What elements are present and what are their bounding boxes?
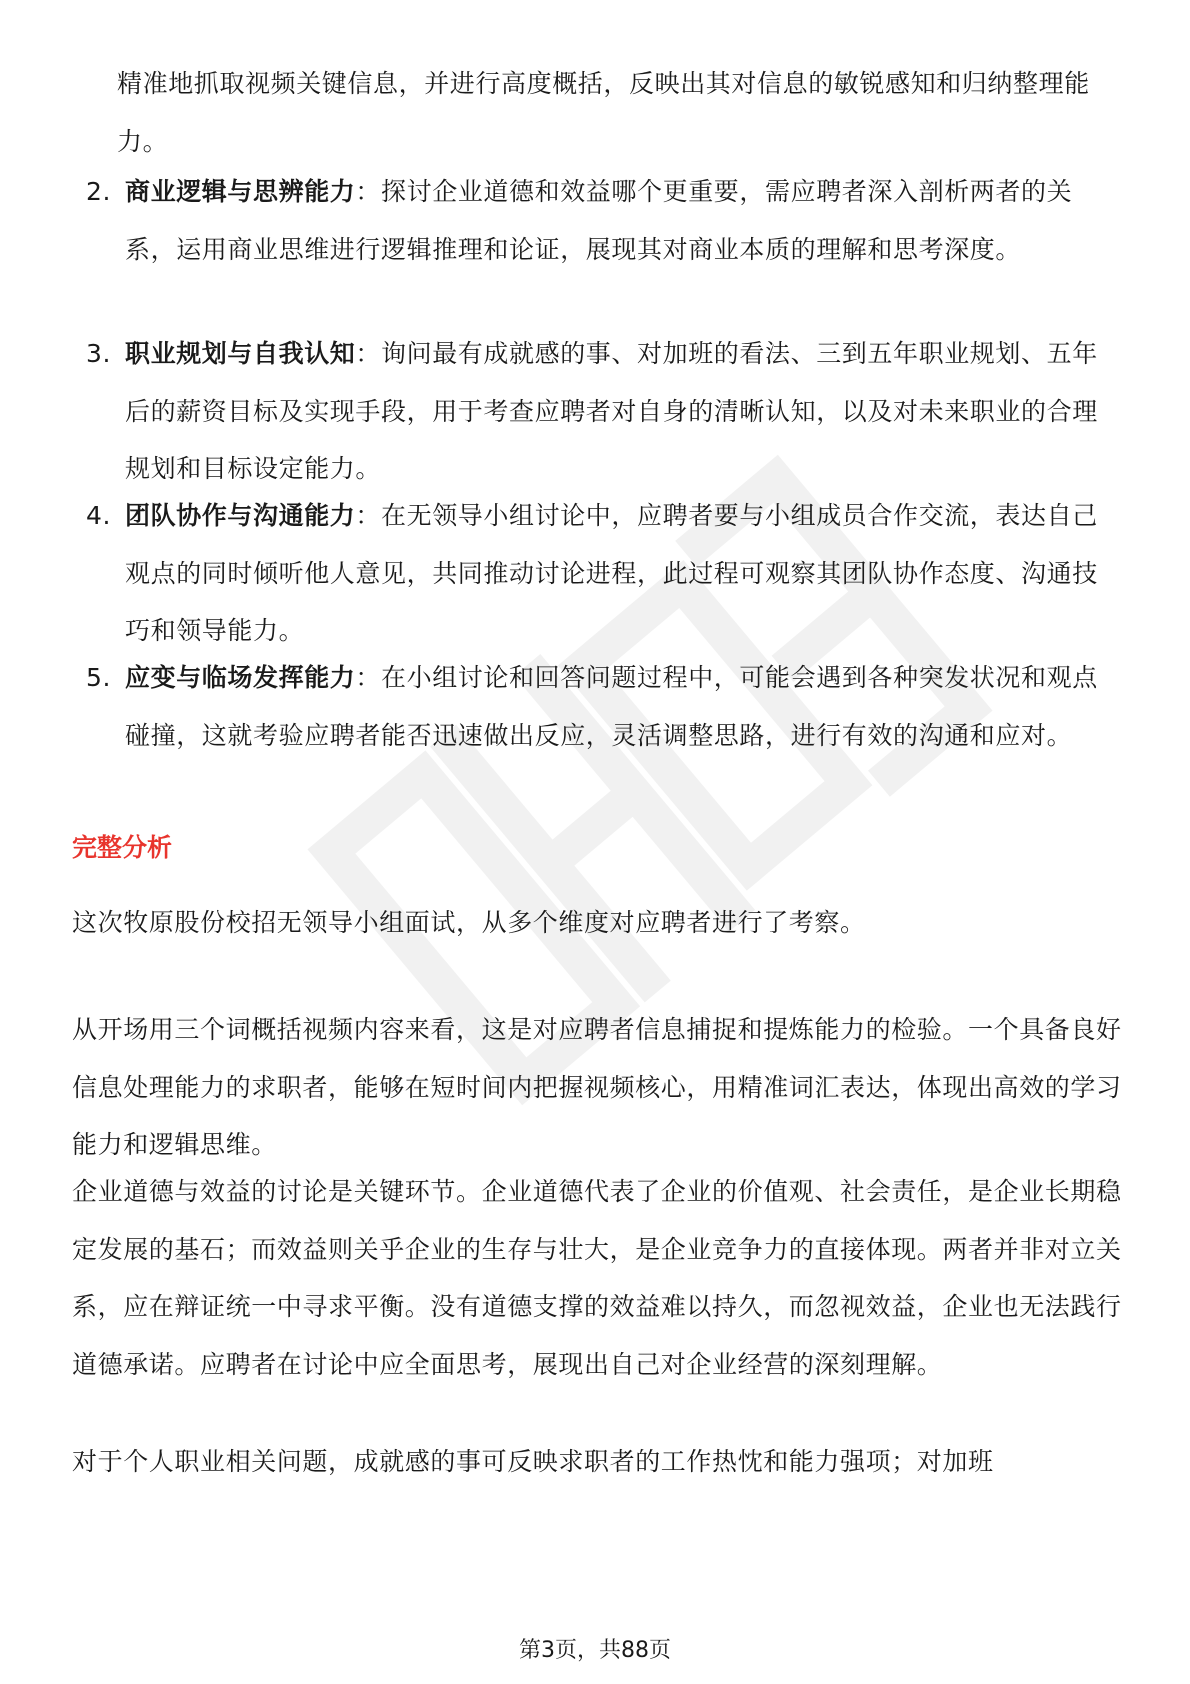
list-item-title: 商业逻辑与思辨能力 <box>125 177 356 206</box>
list-item-text: ：在无领导小组讨论中，应聘者要与小组成员合作交流，表达自己观点的同时倾听他人意见，共同推动讨论进程，此过程可观察其团队协作态度、沟通技巧和领导能力。 <box>125 501 1098 645</box>
list-item-4 <box>72 487 1122 660</box>
paragraph-2: 从开场用三个词概括视频内容来看，这是对应聘者信息捕捉和提炼能力的检验。一个具备良好信息处理能力的求职者，能够在短时间内把握视频核心，用精准词汇表达，体现出高效的学习能力和逻辑思维。 <box>72 1015 1122 1159</box>
section-heading: 完整分析 <box>72 833 173 862</box>
list-item-title: 团队协作与沟通能力 <box>125 501 356 530</box>
list-number: 5. <box>86 663 112 692</box>
paragraph-1: 这次牧原股份校招无领导小组面试，从多个维度对应聘者进行了考察。 <box>72 908 866 937</box>
list-number: 3. <box>86 339 112 368</box>
list-item-text: ：询问最有成就感的事、对加班的看法、三到五年职业规划、五年后的薪资目标及实现手段，用于考查应聘者对自身的清晰认知，以及对未来职业的合理规划和目标设定能力。 <box>125 339 1098 483</box>
continuation-text: 精准地抓取视频关键信息，并进行高度概括，反映出其对信息的敏锐感知和归纳整理能力。 <box>117 69 1090 156</box>
list-item-text: ：在小组讨论和回答问题过程中，可能会遇到各种突发状况和观点碰撞，这就考验应聘者能否迅速做出反应，灵活调整思路，进行有效的沟通和应对。 <box>125 663 1098 750</box>
list-item-title: 职业规划与自我认知 <box>125 339 356 368</box>
page-footer: 第3页，共88页 <box>519 1638 671 1663</box>
list-item-text: ：探讨企业道德和效益哪个更重要，需应聘者深入剖析两者的关系，运用商业思维进行逻辑推理和论证，展现其对商业本质的理解和思考深度。 <box>125 177 1073 264</box>
list-item-3 <box>72 325 1122 498</box>
paragraph-3: 企业道德与效益的讨论是关键环节。企业道德代表了企业的价值观、社会责任，是企业长期稳定发展的基石；而效益则关乎企业的生存与壮大，是企业竞争力的直接体现。两者并非对立关系，应在辩证统一中寻求平衡。没有道德支撑的效益难以持久，而忽视效益，企业也无法践行道德承诺。应聘者在讨论中应全面思考，展现出自己对企业经营的深刻理解。 <box>72 1177 1122 1379</box>
list-number: 4. <box>86 501 112 530</box>
list-item-continuation <box>117 55 1117 170</box>
paragraph-4: 对于个人职业相关问题，成就感的事可反映求职者的工作热忱和能力强项；对加班 <box>72 1447 994 1476</box>
list-item-2 <box>72 163 1122 278</box>
list-item-title: 应变与临场发挥能力 <box>125 663 356 692</box>
list-number: 2. <box>86 177 112 206</box>
list-item-5 <box>72 649 1122 764</box>
